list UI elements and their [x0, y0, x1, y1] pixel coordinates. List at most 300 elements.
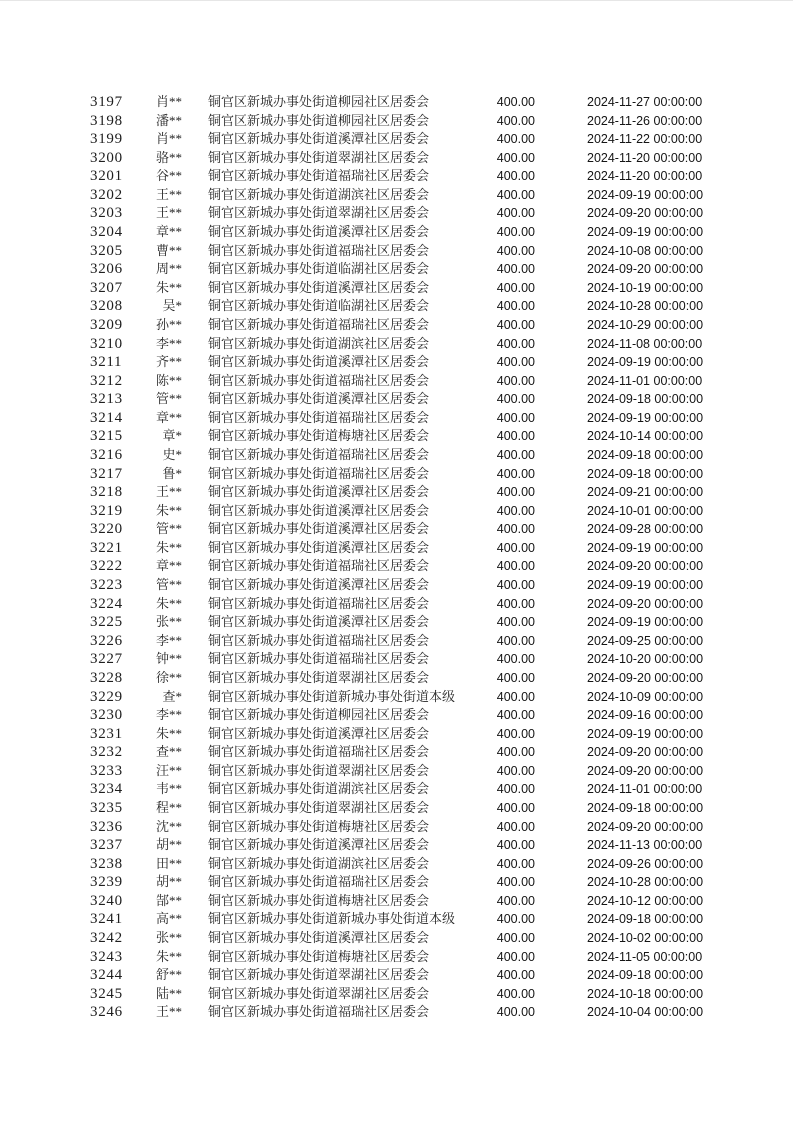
cell-serial-number: 3209: [90, 316, 123, 333]
cell-amount: 400.00: [496, 912, 535, 927]
cell-date: 2024-11-01 00:00:00: [587, 373, 703, 388]
cell-date: 2024-09-20 00:00:00: [587, 596, 704, 611]
cell-serial-number: 3219: [90, 502, 123, 519]
table-row: [0, 688, 793, 707]
cell-person-name: 程**: [155, 799, 182, 815]
cell-organization: 铜官区新城办事处街道柳园社区居委会: [208, 707, 430, 723]
table-row: [0, 929, 793, 948]
cell-serial-number: 3220: [90, 521, 123, 538]
cell-amount: 400.00: [496, 968, 535, 983]
table-row: [0, 167, 793, 186]
cell-serial-number: 3228: [90, 669, 123, 686]
cell-serial-number: 3216: [90, 446, 123, 463]
table-row: [0, 743, 793, 762]
cell-amount: 400.00: [496, 856, 535, 871]
cell-organization: 铜官区新城办事处街道新城办事处街道本级: [208, 688, 456, 704]
cell-organization: 铜官区新城办事处街道福瑞社区居委会: [208, 632, 430, 648]
cell-organization: 铜官区新城办事处街道福瑞社区居委会: [208, 465, 430, 481]
cell-date: 2024-10-12 00:00:00: [587, 893, 704, 908]
cell-organization: 铜官区新城办事处街道福瑞社区居委会: [208, 595, 430, 611]
table-row: [0, 706, 793, 725]
cell-serial-number: 3232: [90, 744, 123, 761]
table-row: [0, 595, 793, 614]
table-row: [0, 223, 793, 242]
cell-person-name: 肖**: [155, 131, 182, 147]
cell-date: 2024-09-18 00:00:00: [587, 466, 704, 481]
table-row: [0, 576, 793, 595]
table-row: [0, 316, 793, 335]
cell-serial-number: 3199: [90, 131, 123, 148]
cell-date: 2024-09-18 00:00:00: [587, 800, 704, 815]
cell-amount: 400.00: [496, 726, 535, 741]
cell-organization: 铜官区新城办事处街道溪潭社区居委会: [208, 837, 430, 853]
table-row: [0, 1003, 793, 1022]
cell-date: 2024-09-26 00:00:00: [587, 856, 704, 871]
cell-serial-number: 3223: [90, 577, 123, 594]
table-row: [0, 855, 793, 874]
cell-date: 2024-09-20 00:00:00: [587, 206, 704, 221]
cell-date: 2024-09-25 00:00:00: [587, 633, 704, 648]
table-row: [0, 892, 793, 911]
cell-organization: 铜官区新城办事处街道柳园社区居委会: [208, 94, 430, 109]
cell-person-name: 王**: [155, 1004, 182, 1020]
cell-organization: 铜官区新城办事处街道湖滨社区居委会: [208, 781, 430, 797]
cell-serial-number: 3218: [90, 484, 123, 501]
cell-date: 2024-11-13 00:00:00: [587, 838, 703, 853]
table-row: [0, 632, 793, 651]
cell-date: 2024-09-20 00:00:00: [587, 670, 704, 685]
table-row: [0, 483, 793, 502]
cell-amount: 400.00: [496, 206, 535, 221]
table-row: [0, 204, 793, 223]
cell-person-name: 朱**: [155, 595, 182, 611]
cell-amount: 400.00: [496, 893, 535, 908]
cell-amount: 400.00: [496, 262, 535, 277]
cell-organization: 铜官区新城办事处街道梅塘社区居委会: [208, 818, 430, 834]
cell-person-name: 陆**: [155, 985, 182, 1001]
cell-organization: 铜官区新城办事处街道翠湖社区居委会: [208, 669, 430, 685]
cell-organization: 铜官区新城办事处街道福瑞社区居委会: [208, 651, 430, 667]
cell-date: 2024-09-19 00:00:00: [587, 540, 704, 555]
cell-date: 2024-09-20 00:00:00: [587, 262, 704, 277]
cell-date: 2024-11-22 00:00:00: [587, 132, 703, 147]
cell-person-name: 徐**: [155, 669, 182, 685]
cell-amount: 400.00: [496, 317, 535, 332]
table-row: [0, 465, 793, 484]
cell-serial-number: 3211: [90, 354, 123, 371]
cell-amount: 400.00: [496, 838, 535, 853]
cell-person-name: 胡**: [155, 874, 182, 890]
cell-person-name: 郜**: [155, 892, 182, 908]
cell-organization: 铜官区新城办事处街道新城办事处街道本级: [208, 911, 456, 927]
cell-organization: 铜官区新城办事处街道福瑞社区居委会: [208, 372, 430, 388]
table-row: [0, 372, 793, 391]
cell-serial-number: 3224: [90, 595, 123, 612]
cell-person-name: 史*: [162, 446, 182, 462]
cell-serial-number: 3200: [90, 149, 123, 166]
cell-date: 2024-09-19 00:00:00: [587, 187, 704, 202]
cell-serial-number: 3231: [90, 725, 123, 742]
cell-organization: 铜官区新城办事处街道临湖社区居委会: [208, 261, 430, 277]
table-row: [0, 557, 793, 576]
cell-organization: 铜官区新城办事处街道湖滨社区居委会: [208, 186, 430, 202]
cell-organization: 铜官区新城办事处街道溪潭社区居委会: [208, 577, 430, 593]
cell-person-name: 骆**: [155, 149, 182, 165]
cell-person-name: 舒**: [155, 967, 182, 983]
cell-person-name: 章*: [162, 428, 182, 444]
table-row: [0, 762, 793, 781]
cell-organization: 铜官区新城办事处街道溪潭社区居委会: [208, 539, 430, 555]
table-row: [0, 242, 793, 261]
cell-date: 2024-10-14 00:00:00: [587, 429, 704, 444]
cell-date: 2024-09-20 00:00:00: [587, 745, 704, 760]
cell-person-name: 鲁*: [162, 465, 182, 481]
cell-person-name: 章**: [155, 409, 182, 425]
cell-serial-number: 3205: [90, 242, 123, 259]
cell-person-name: 潘**: [155, 112, 182, 128]
cell-person-name: 汪**: [155, 762, 182, 778]
cell-date: 2024-10-19 00:00:00: [587, 280, 704, 295]
cell-organization: 铜官区新城办事处街道梅塘社区居委会: [208, 948, 430, 964]
table-row: [0, 799, 793, 818]
cell-amount: 400.00: [496, 485, 535, 500]
cell-serial-number: 3237: [90, 837, 123, 854]
cell-amount: 400.00: [496, 95, 535, 109]
table-row: [0, 149, 793, 168]
cell-amount: 400.00: [496, 540, 535, 555]
table-row: [0, 279, 793, 298]
cell-person-name: 孙**: [155, 316, 182, 332]
cell-amount: 400.00: [496, 782, 535, 797]
cell-amount: 400.00: [496, 373, 535, 388]
cell-person-name: 吴*: [162, 298, 182, 314]
cell-date: 2024-09-20 00:00:00: [587, 819, 704, 834]
cell-date: 2024-10-18 00:00:00: [587, 986, 704, 1001]
cell-date: 2024-11-08 00:00:00: [587, 336, 703, 351]
cell-serial-number: 3230: [90, 707, 123, 724]
cell-organization: 铜官区新城办事处街道福瑞社区居委会: [208, 558, 430, 574]
cell-serial-number: 3229: [90, 688, 123, 705]
cell-person-name: 高**: [155, 911, 182, 927]
cell-date: 2024-09-19 00:00:00: [587, 578, 704, 593]
cell-amount: 400.00: [496, 559, 535, 574]
table-row: [0, 93, 793, 112]
cell-serial-number: 3227: [90, 651, 123, 668]
cell-amount: 400.00: [496, 745, 535, 760]
table-row: [0, 818, 793, 837]
cell-person-name: 韦**: [155, 781, 182, 797]
cell-amount: 400.00: [496, 299, 535, 314]
payment-table: [0, 93, 793, 1022]
cell-person-name: 张**: [155, 614, 182, 630]
table-row: [0, 948, 793, 967]
cell-serial-number: 3245: [90, 985, 123, 1002]
table-row: [0, 966, 793, 985]
cell-serial-number: 3206: [90, 261, 123, 278]
cell-serial-number: 3198: [90, 112, 123, 129]
table-row: [0, 873, 793, 892]
cell-serial-number: 3207: [90, 279, 123, 296]
cell-serial-number: 3204: [90, 224, 123, 241]
table-row: [0, 112, 793, 131]
cell-organization: 铜官区新城办事处街道福瑞社区居委会: [208, 874, 430, 890]
cell-amount: 400.00: [496, 150, 535, 165]
table-row: [0, 520, 793, 539]
cell-person-name: 章**: [155, 558, 182, 574]
table-row: [0, 502, 793, 521]
cell-date: 2024-09-21 00:00:00: [587, 485, 704, 500]
table-row: [0, 539, 793, 558]
cell-person-name: 王**: [155, 205, 182, 221]
table-row: [0, 836, 793, 855]
cell-person-name: 胡**: [155, 837, 182, 853]
cell-organization: 铜官区新城办事处街道翠湖社区居委会: [208, 762, 430, 778]
cell-serial-number: 3242: [90, 930, 123, 947]
table-row: [0, 297, 793, 316]
cell-organization: 铜官区新城办事处街道柳园社区居委会: [208, 112, 430, 128]
cell-amount: 400.00: [496, 875, 535, 890]
cell-date: 2024-09-19 00:00:00: [587, 410, 704, 425]
cell-organization: 铜官区新城办事处街道溪潭社区居委会: [208, 131, 430, 147]
cell-amount: 400.00: [496, 633, 535, 648]
table-row: [0, 427, 793, 446]
cell-organization: 铜官区新城办事处街道翠湖社区居委会: [208, 985, 430, 1001]
cell-serial-number: 3234: [90, 781, 123, 798]
cell-date: 2024-11-20 00:00:00: [587, 150, 703, 165]
cell-person-name: 朱**: [155, 539, 182, 555]
cell-person-name: 沈**: [155, 818, 182, 834]
cell-amount: 400.00: [496, 1005, 535, 1020]
cell-organization: 铜官区新城办事处街道福瑞社区居委会: [208, 409, 430, 425]
cell-organization: 铜官区新城办事处街道溪潭社区居委会: [208, 391, 430, 407]
cell-organization: 铜官区新城办事处街道福瑞社区居委会: [208, 316, 430, 332]
cell-organization: 铜官区新城办事处街道湖滨社区居委会: [208, 335, 430, 351]
cell-serial-number: 3233: [90, 762, 123, 779]
cell-serial-number: 3236: [90, 818, 123, 835]
cell-date: 2024-10-09 00:00:00: [587, 689, 704, 704]
cell-date: 2024-10-01 00:00:00: [587, 503, 704, 518]
cell-organization: 铜官区新城办事处街道翠湖社区居委会: [208, 967, 430, 983]
cell-amount: 400.00: [496, 280, 535, 295]
table-row: [0, 985, 793, 1004]
cell-person-name: 章**: [155, 224, 182, 240]
cell-organization: 铜官区新城办事处街道溪潭社区居委会: [208, 930, 430, 946]
cell-organization: 铜官区新城办事处街道临湖社区居委会: [208, 298, 430, 314]
cell-organization: 铜官区新城办事处街道翠湖社区居委会: [208, 799, 430, 815]
cell-person-name: 陈**: [155, 372, 182, 388]
cell-serial-number: 3226: [90, 632, 123, 649]
table-row: [0, 446, 793, 465]
cell-amount: 400.00: [496, 986, 535, 1001]
table-row: [0, 335, 793, 354]
cell-serial-number: 3203: [90, 205, 123, 222]
cell-date: 2024-09-18 00:00:00: [587, 447, 704, 462]
cell-person-name: 管**: [155, 391, 182, 407]
page-top-edge-line: [0, 0, 793, 1]
cell-organization: 铜官区新城办事处街道福瑞社区居委会: [208, 168, 430, 184]
cell-amount: 400.00: [496, 392, 535, 407]
cell-date: 2024-10-04 00:00:00: [587, 1005, 704, 1020]
cell-person-name: 查*: [162, 688, 182, 704]
cell-organization: 铜官区新城办事处街道福瑞社区居委会: [208, 242, 430, 258]
cell-amount: 400.00: [496, 503, 535, 518]
cell-date: 2024-09-19 00:00:00: [587, 615, 704, 630]
cell-person-name: 曹**: [155, 242, 182, 258]
cell-person-name: 朱**: [155, 502, 182, 518]
cell-serial-number: 3238: [90, 855, 123, 872]
cell-amount: 400.00: [496, 410, 535, 425]
cell-person-name: 李**: [155, 632, 182, 648]
cell-serial-number: 3235: [90, 799, 123, 816]
cell-amount: 400.00: [496, 763, 535, 778]
cell-organization: 铜官区新城办事处街道溪潭社区居委会: [208, 484, 430, 500]
cell-date: 2024-09-18 00:00:00: [587, 392, 704, 407]
cell-person-name: 王**: [155, 186, 182, 202]
cell-organization: 铜官区新城办事处街道湖滨社区居委会: [208, 855, 430, 871]
cell-organization: 铜官区新城办事处街道溪潭社区居委会: [208, 502, 430, 518]
cell-person-name: 张**: [155, 930, 182, 946]
cell-serial-number: 3246: [90, 1004, 123, 1021]
table-row: [0, 260, 793, 279]
cell-date: 2024-10-29 00:00:00: [587, 317, 704, 332]
table-row: [0, 669, 793, 688]
cell-amount: 400.00: [496, 466, 535, 481]
cell-person-name: 管**: [155, 521, 182, 537]
cell-organization: 铜官区新城办事处街道梅塘社区居委会: [208, 892, 430, 908]
cell-serial-number: 3241: [90, 911, 123, 928]
cell-date: 2024-11-01 00:00:00: [587, 782, 703, 797]
table-row: [0, 353, 793, 372]
cell-amount: 400.00: [496, 429, 535, 444]
cell-amount: 400.00: [496, 132, 535, 147]
cell-serial-number: 3239: [90, 874, 123, 891]
cell-amount: 400.00: [496, 596, 535, 611]
cell-organization: 铜官区新城办事处街道溪潭社区居委会: [208, 279, 430, 295]
cell-person-name: 周**: [155, 261, 182, 277]
cell-amount: 400.00: [496, 169, 535, 184]
cell-amount: 400.00: [496, 243, 535, 258]
cell-amount: 400.00: [496, 708, 535, 723]
cell-date: 2024-10-28 00:00:00: [587, 299, 704, 314]
table-row: [0, 130, 793, 149]
cell-organization: 铜官区新城办事处街道溪潭社区居委会: [208, 224, 430, 240]
cell-serial-number: 3215: [90, 428, 123, 445]
cell-date: 2024-10-08 00:00:00: [587, 243, 704, 258]
table-row: [0, 910, 793, 929]
cell-person-name: 谷**: [155, 168, 182, 184]
cell-organization: 铜官区新城办事处街道翠湖社区居委会: [208, 205, 430, 221]
cell-serial-number: 3225: [90, 614, 123, 631]
cell-amount: 400.00: [496, 447, 535, 462]
cell-person-name: 钟**: [155, 651, 182, 667]
cell-date: 2024-10-28 00:00:00: [587, 875, 704, 890]
cell-serial-number: 3217: [90, 465, 123, 482]
cell-organization: 铜官区新城办事处街道溪潭社区居委会: [208, 354, 430, 370]
table-row: [0, 650, 793, 669]
cell-date: 2024-10-02 00:00:00: [587, 931, 704, 946]
cell-amount: 400.00: [496, 689, 535, 704]
cell-date: 2024-09-18 00:00:00: [587, 912, 704, 927]
cell-person-name: 田**: [155, 855, 182, 871]
cell-person-name: 李**: [155, 335, 182, 351]
cell-organization: 铜官区新城办事处街道梅塘社区居委会: [208, 428, 430, 444]
cell-serial-number: 3210: [90, 335, 123, 352]
table-row: [0, 186, 793, 205]
cell-serial-number: 3240: [90, 892, 123, 909]
table-row: [0, 390, 793, 409]
cell-date: 2024-09-20 00:00:00: [587, 559, 704, 574]
cell-amount: 400.00: [496, 336, 535, 351]
cell-amount: 400.00: [496, 931, 535, 946]
cell-date: 2024-09-18 00:00:00: [587, 968, 704, 983]
cell-date: 2024-09-20 00:00:00: [587, 763, 704, 778]
cell-serial-number: 3214: [90, 409, 123, 426]
cell-organization: 铜官区新城办事处街道福瑞社区居委会: [208, 744, 430, 760]
cell-serial-number: 3243: [90, 948, 123, 965]
cell-organization: 铜官区新城办事处街道溪潭社区居委会: [208, 725, 430, 741]
cell-serial-number: 3202: [90, 186, 123, 203]
cell-date: 2024-09-19 00:00:00: [587, 726, 704, 741]
cell-amount: 400.00: [496, 819, 535, 834]
cell-date: 2024-09-28 00:00:00: [587, 522, 704, 537]
cell-serial-number: 3201: [90, 168, 123, 185]
cell-serial-number: 3221: [90, 539, 123, 556]
table-row: [0, 409, 793, 428]
cell-date: 2024-11-05 00:00:00: [587, 949, 703, 964]
cell-serial-number: 3208: [90, 298, 123, 315]
cell-amount: 400.00: [496, 652, 535, 667]
cell-person-name: 朱**: [155, 948, 182, 964]
cell-person-name: 王**: [155, 484, 182, 500]
cell-amount: 400.00: [496, 578, 535, 593]
cell-amount: 400.00: [496, 225, 535, 240]
cell-date: 2024-11-20 00:00:00: [587, 169, 703, 184]
cell-person-name: 朱**: [155, 725, 182, 741]
cell-person-name: 管**: [155, 577, 182, 593]
cell-serial-number: 3244: [90, 967, 123, 984]
cell-person-name: 李**: [155, 707, 182, 723]
cell-date: 2024-09-19 00:00:00: [587, 225, 704, 240]
cell-organization: 铜官区新城办事处街道溪潭社区居委会: [208, 521, 430, 537]
cell-amount: 400.00: [496, 522, 535, 537]
cell-organization: 铜官区新城办事处街道福瑞社区居委会: [208, 1004, 430, 1020]
cell-organization: 铜官区新城办事处街道溪潭社区居委会: [208, 614, 430, 630]
cell-serial-number: 3213: [90, 391, 123, 408]
cell-person-name: 肖**: [155, 94, 182, 109]
cell-amount: 400.00: [496, 113, 535, 128]
cell-amount: 400.00: [496, 800, 535, 815]
cell-date: 2024-10-20 00:00:00: [587, 652, 704, 667]
cell-person-name: 齐**: [155, 354, 182, 370]
cell-serial-number: 3212: [90, 372, 123, 389]
cell-date: 2024-11-26 00:00:00: [587, 113, 703, 128]
cell-amount: 400.00: [496, 355, 535, 370]
table-row: [0, 725, 793, 744]
cell-person-name: 朱**: [155, 279, 182, 295]
cell-serial-number: 3197: [90, 94, 123, 110]
cell-amount: 400.00: [496, 670, 535, 685]
cell-serial-number: 3222: [90, 558, 123, 575]
cell-date: 2024-09-19 00:00:00: [587, 355, 704, 370]
table-row: [0, 780, 793, 799]
cell-amount: 400.00: [496, 615, 535, 630]
table-row: [0, 613, 793, 632]
cell-amount: 400.00: [496, 949, 535, 964]
cell-organization: 铜官区新城办事处街道福瑞社区居委会: [208, 446, 430, 462]
cell-date: 2024-11-27 00:00:00: [587, 95, 703, 109]
cell-amount: 400.00: [496, 187, 535, 202]
cell-date: 2024-09-16 00:00:00: [587, 708, 704, 723]
